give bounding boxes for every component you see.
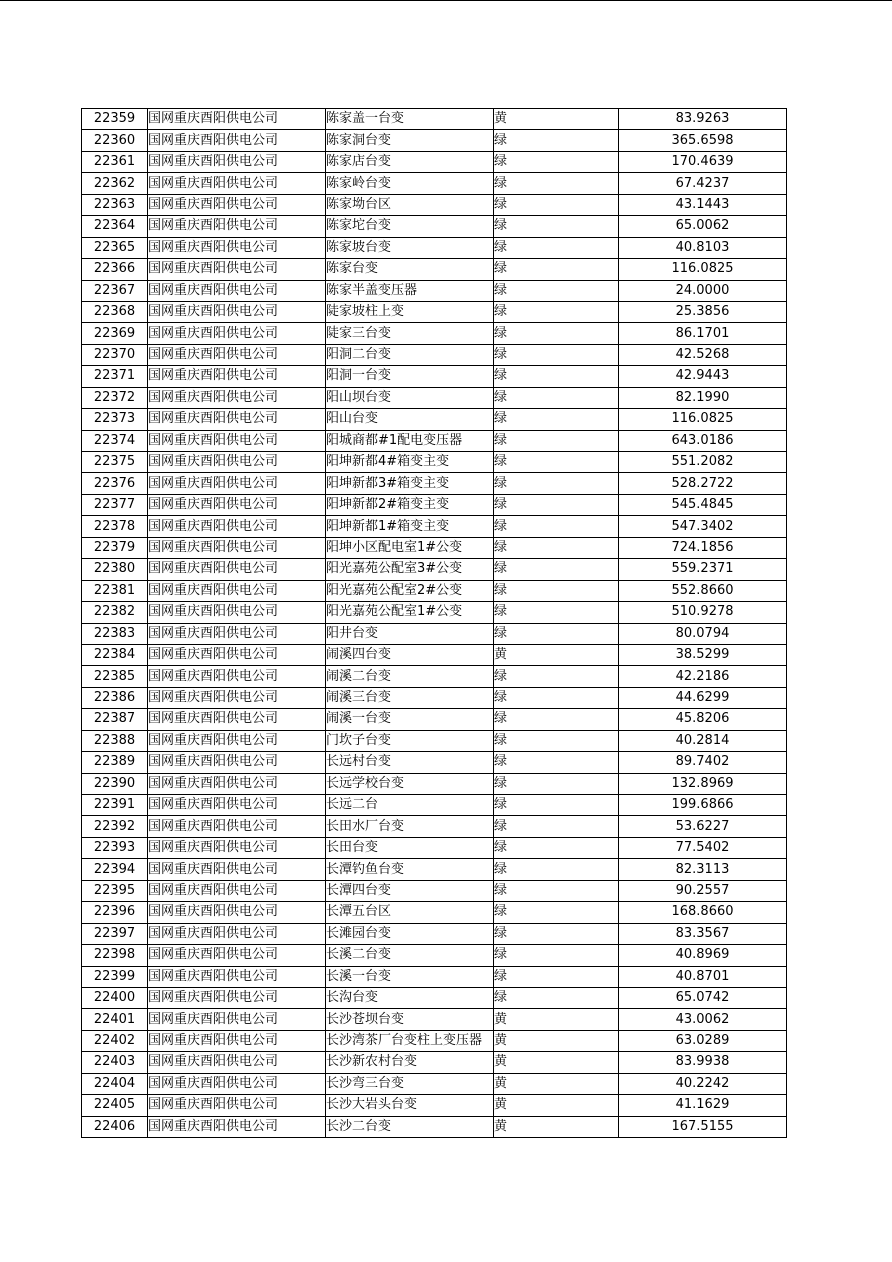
cell-value: 40.8701 xyxy=(619,966,787,987)
cell-company: 国网重庆酉阳供电公司 xyxy=(148,687,326,708)
table-row xyxy=(82,559,787,580)
cell-value: 89.7402 xyxy=(619,752,787,773)
cell-station-name: 陈家岭台变 xyxy=(326,173,494,194)
cell-status: 绿 xyxy=(494,366,619,387)
cell-value: 132.8969 xyxy=(619,773,787,794)
cell-id: 22402 xyxy=(82,1030,148,1051)
table-row xyxy=(82,280,787,301)
cell-value: 41.1629 xyxy=(619,1095,787,1116)
cell-status: 绿 xyxy=(494,473,619,494)
table-row xyxy=(82,644,787,665)
table-row xyxy=(82,730,787,751)
cell-id: 22367 xyxy=(82,280,148,301)
cell-company: 国网重庆酉阳供电公司 xyxy=(148,837,326,858)
cell-value: 24.0000 xyxy=(619,280,787,301)
cell-company: 国网重庆酉阳供电公司 xyxy=(148,923,326,944)
cell-value: 38.5299 xyxy=(619,644,787,665)
cell-company: 国网重庆酉阳供电公司 xyxy=(148,409,326,430)
cell-id: 22379 xyxy=(82,537,148,558)
cell-station-name: 阳光嘉苑公配室1#公变 xyxy=(326,602,494,623)
cell-value: 86.1701 xyxy=(619,323,787,344)
table-row xyxy=(82,880,787,901)
cell-station-name: 长潭五台区 xyxy=(326,902,494,923)
table-row xyxy=(82,452,787,473)
cell-status: 黄 xyxy=(494,1095,619,1116)
cell-station-name: 长沙弯三台变 xyxy=(326,1073,494,1094)
cell-station-name: 阳坤新都3#箱变主变 xyxy=(326,473,494,494)
cell-value: 545.4845 xyxy=(619,494,787,515)
cell-status: 绿 xyxy=(494,430,619,451)
cell-status: 绿 xyxy=(494,902,619,923)
table-row xyxy=(82,216,787,237)
cell-status: 黄 xyxy=(494,1030,619,1051)
cell-value: 42.9443 xyxy=(619,366,787,387)
cell-value: 40.8103 xyxy=(619,237,787,258)
cell-id: 22364 xyxy=(82,216,148,237)
cell-station-name: 闹溪一台变 xyxy=(326,709,494,730)
cell-value: 82.3113 xyxy=(619,859,787,880)
cell-station-name: 闹溪二台变 xyxy=(326,666,494,687)
table-row xyxy=(82,987,787,1008)
cell-status: 黄 xyxy=(494,644,619,665)
cell-value: 65.0062 xyxy=(619,216,787,237)
cell-id: 22391 xyxy=(82,795,148,816)
cell-company: 国网重庆酉阳供电公司 xyxy=(148,644,326,665)
table-row xyxy=(82,859,787,880)
cell-company: 国网重庆酉阳供电公司 xyxy=(148,323,326,344)
cell-id: 22372 xyxy=(82,387,148,408)
cell-company: 国网重庆酉阳供电公司 xyxy=(148,366,326,387)
cell-station-name: 陡家三台变 xyxy=(326,323,494,344)
cell-station-name: 长沙湾茶厂台变柱上变压器 xyxy=(326,1030,494,1051)
cell-company: 国网重庆酉阳供电公司 xyxy=(148,130,326,151)
table-row xyxy=(82,837,787,858)
cell-station-name: 陈家店台变 xyxy=(326,151,494,172)
cell-id: 22388 xyxy=(82,730,148,751)
cell-station-name: 闹溪四台变 xyxy=(326,644,494,665)
cell-station-name: 陈家半盖变压器 xyxy=(326,280,494,301)
cell-company: 国网重庆酉阳供电公司 xyxy=(148,109,326,130)
cell-id: 22386 xyxy=(82,687,148,708)
cell-status: 黄 xyxy=(494,1073,619,1094)
cell-company: 国网重庆酉阳供电公司 xyxy=(148,773,326,794)
cell-company: 国网重庆酉阳供电公司 xyxy=(148,1095,326,1116)
cell-value: 40.2814 xyxy=(619,730,787,751)
cell-station-name: 陈家坳台区 xyxy=(326,194,494,215)
cell-station-name: 长沟台变 xyxy=(326,987,494,1008)
cell-value: 167.5155 xyxy=(619,1116,787,1137)
cell-value: 40.8969 xyxy=(619,945,787,966)
table-row xyxy=(82,1073,787,1094)
cell-company: 国网重庆酉阳供电公司 xyxy=(148,987,326,1008)
cell-value: 43.1443 xyxy=(619,194,787,215)
cell-status: 绿 xyxy=(494,301,619,322)
cell-station-name: 阳坤新都4#箱变主变 xyxy=(326,452,494,473)
cell-id: 22398 xyxy=(82,945,148,966)
table-row xyxy=(82,344,787,365)
cell-status: 绿 xyxy=(494,966,619,987)
cell-company: 国网重庆酉阳供电公司 xyxy=(148,730,326,751)
cell-value: 547.3402 xyxy=(619,516,787,537)
cell-station-name: 阳山台变 xyxy=(326,409,494,430)
cell-station-name: 陡家坡柱上变 xyxy=(326,301,494,322)
table-row xyxy=(82,666,787,687)
cell-company: 国网重庆酉阳供电公司 xyxy=(148,709,326,730)
cell-id: 22366 xyxy=(82,259,148,280)
cell-company: 国网重庆酉阳供电公司 xyxy=(148,237,326,258)
cell-status: 绿 xyxy=(494,752,619,773)
cell-status: 绿 xyxy=(494,559,619,580)
cell-id: 22373 xyxy=(82,409,148,430)
cell-id: 22380 xyxy=(82,559,148,580)
table-row xyxy=(82,366,787,387)
cell-id: 22359 xyxy=(82,109,148,130)
cell-company: 国网重庆酉阳供电公司 xyxy=(148,602,326,623)
cell-id: 22399 xyxy=(82,966,148,987)
table-row xyxy=(82,409,787,430)
cell-id: 22392 xyxy=(82,816,148,837)
cell-company: 国网重庆酉阳供电公司 xyxy=(148,1009,326,1030)
cell-status: 绿 xyxy=(494,945,619,966)
cell-value: 45.8206 xyxy=(619,709,787,730)
cell-company: 国网重庆酉阳供电公司 xyxy=(148,966,326,987)
cell-station-name: 阳坤新都1#箱变主变 xyxy=(326,516,494,537)
cell-value: 83.3567 xyxy=(619,923,787,944)
cell-status: 绿 xyxy=(494,987,619,1008)
table-row xyxy=(82,923,787,944)
cell-status: 绿 xyxy=(494,602,619,623)
cell-status: 绿 xyxy=(494,323,619,344)
cell-value: 90.2557 xyxy=(619,880,787,901)
cell-id: 22378 xyxy=(82,516,148,537)
cell-company: 国网重庆酉阳供电公司 xyxy=(148,752,326,773)
cell-id: 22385 xyxy=(82,666,148,687)
cell-station-name: 陈家坨台变 xyxy=(326,216,494,237)
cell-status: 绿 xyxy=(494,516,619,537)
table-row xyxy=(82,430,787,451)
cell-status: 绿 xyxy=(494,280,619,301)
cell-value: 116.0825 xyxy=(619,259,787,280)
table-row xyxy=(82,709,787,730)
cell-company: 国网重庆酉阳供电公司 xyxy=(148,194,326,215)
cell-id: 22393 xyxy=(82,837,148,858)
cell-company: 国网重庆酉阳供电公司 xyxy=(148,280,326,301)
table-row xyxy=(82,945,787,966)
cell-station-name: 阳洞一台变 xyxy=(326,366,494,387)
cell-id: 22370 xyxy=(82,344,148,365)
cell-station-name: 陈家台变 xyxy=(326,259,494,280)
table-row xyxy=(82,323,787,344)
cell-status: 绿 xyxy=(494,580,619,601)
cell-id: 22397 xyxy=(82,923,148,944)
cell-station-name: 长远村台变 xyxy=(326,752,494,773)
cell-station-name: 阳坤小区配电室1#公变 xyxy=(326,537,494,558)
cell-company: 国网重庆酉阳供电公司 xyxy=(148,259,326,280)
cell-station-name: 长田水厂台变 xyxy=(326,816,494,837)
cell-status: 绿 xyxy=(494,859,619,880)
cell-company: 国网重庆酉阳供电公司 xyxy=(148,902,326,923)
cell-company: 国网重庆酉阳供电公司 xyxy=(148,387,326,408)
cell-value: 83.9938 xyxy=(619,1052,787,1073)
table-row xyxy=(82,966,787,987)
table-row xyxy=(82,1116,787,1137)
table-row xyxy=(82,537,787,558)
cell-company: 国网重庆酉阳供电公司 xyxy=(148,452,326,473)
table-row xyxy=(82,259,787,280)
table-row xyxy=(82,151,787,172)
cell-status: 绿 xyxy=(494,344,619,365)
cell-value: 116.0825 xyxy=(619,409,787,430)
table-row xyxy=(82,752,787,773)
cell-value: 77.5402 xyxy=(619,837,787,858)
table-row xyxy=(82,902,787,923)
cell-id: 22383 xyxy=(82,623,148,644)
cell-station-name: 长溪二台变 xyxy=(326,945,494,966)
cell-status: 绿 xyxy=(494,816,619,837)
table-row xyxy=(82,516,787,537)
cell-id: 22377 xyxy=(82,494,148,515)
cell-station-name: 阳坤新都2#箱变主变 xyxy=(326,494,494,515)
cell-id: 22382 xyxy=(82,602,148,623)
table-row xyxy=(82,173,787,194)
cell-value: 44.6299 xyxy=(619,687,787,708)
cell-station-name: 长远二台 xyxy=(326,795,494,816)
cell-value: 199.6866 xyxy=(619,795,787,816)
cell-station-name: 长潭钓鱼台变 xyxy=(326,859,494,880)
cell-status: 绿 xyxy=(494,151,619,172)
cell-value: 40.2242 xyxy=(619,1073,787,1094)
cell-id: 22394 xyxy=(82,859,148,880)
cell-company: 国网重庆酉阳供电公司 xyxy=(148,666,326,687)
cell-station-name: 阳山坝台变 xyxy=(326,387,494,408)
table-row xyxy=(82,1052,787,1073)
cell-company: 国网重庆酉阳供电公司 xyxy=(148,344,326,365)
cell-company: 国网重庆酉阳供电公司 xyxy=(148,151,326,172)
cell-id: 22375 xyxy=(82,452,148,473)
cell-id: 22401 xyxy=(82,1009,148,1030)
cell-value: 82.1990 xyxy=(619,387,787,408)
cell-company: 国网重庆酉阳供电公司 xyxy=(148,623,326,644)
cell-id: 22381 xyxy=(82,580,148,601)
cell-status: 绿 xyxy=(494,773,619,794)
cell-station-name: 阳洞二台变 xyxy=(326,344,494,365)
cell-id: 22400 xyxy=(82,987,148,1008)
cell-value: 510.9278 xyxy=(619,602,787,623)
cell-value: 552.8660 xyxy=(619,580,787,601)
cell-id: 22374 xyxy=(82,430,148,451)
cell-value: 67.4237 xyxy=(619,173,787,194)
cell-status: 绿 xyxy=(494,130,619,151)
cell-company: 国网重庆酉阳供电公司 xyxy=(148,494,326,515)
cell-company: 国网重庆酉阳供电公司 xyxy=(148,816,326,837)
table-row xyxy=(82,623,787,644)
cell-status: 绿 xyxy=(494,452,619,473)
cell-station-name: 陈家坡台变 xyxy=(326,237,494,258)
cell-status: 黄 xyxy=(494,1009,619,1030)
cell-id: 22363 xyxy=(82,194,148,215)
cell-value: 83.9263 xyxy=(619,109,787,130)
cell-company: 国网重庆酉阳供电公司 xyxy=(148,559,326,580)
table-row xyxy=(82,773,787,794)
cell-station-name: 阳城商都#1配电变压器 xyxy=(326,430,494,451)
cell-status: 黄 xyxy=(494,109,619,130)
cell-id: 22395 xyxy=(82,880,148,901)
cell-id: 22371 xyxy=(82,366,148,387)
cell-value: 42.2186 xyxy=(619,666,787,687)
cell-station-name: 阳光嘉苑公配室3#公变 xyxy=(326,559,494,580)
cell-value: 65.0742 xyxy=(619,987,787,1008)
cell-company: 国网重庆酉阳供电公司 xyxy=(148,216,326,237)
cell-company: 国网重庆酉阳供电公司 xyxy=(148,516,326,537)
table-row xyxy=(82,816,787,837)
cell-status: 绿 xyxy=(494,623,619,644)
table-row xyxy=(82,194,787,215)
cell-company: 国网重庆酉阳供电公司 xyxy=(148,1073,326,1094)
cell-company: 国网重庆酉阳供电公司 xyxy=(148,430,326,451)
cell-id: 22390 xyxy=(82,773,148,794)
cell-id: 22360 xyxy=(82,130,148,151)
cell-value: 53.6227 xyxy=(619,816,787,837)
cell-value: 42.5268 xyxy=(619,344,787,365)
cell-id: 22406 xyxy=(82,1116,148,1137)
cell-status: 绿 xyxy=(494,687,619,708)
table-row xyxy=(82,387,787,408)
cell-id: 22389 xyxy=(82,752,148,773)
cell-status: 绿 xyxy=(494,494,619,515)
cell-company: 国网重庆酉阳供电公司 xyxy=(148,795,326,816)
cell-status: 绿 xyxy=(494,837,619,858)
cell-value: 643.0186 xyxy=(619,430,787,451)
table-row xyxy=(82,580,787,601)
cell-status: 绿 xyxy=(494,409,619,430)
cell-value: 43.0062 xyxy=(619,1009,787,1030)
cell-value: 170.4639 xyxy=(619,151,787,172)
table-body xyxy=(82,109,787,1138)
cell-company: 国网重庆酉阳供电公司 xyxy=(148,880,326,901)
cell-company: 国网重庆酉阳供电公司 xyxy=(148,859,326,880)
cell-value: 168.8660 xyxy=(619,902,787,923)
table-row xyxy=(82,301,787,322)
cell-station-name: 陈家洞台变 xyxy=(326,130,494,151)
cell-station-name: 闹溪三台变 xyxy=(326,687,494,708)
cell-id: 22384 xyxy=(82,644,148,665)
cell-status: 绿 xyxy=(494,537,619,558)
cell-value: 365.6598 xyxy=(619,130,787,151)
cell-status: 绿 xyxy=(494,237,619,258)
table-row xyxy=(82,1009,787,1030)
cell-id: 22368 xyxy=(82,301,148,322)
cell-status: 绿 xyxy=(494,387,619,408)
cell-value: 63.0289 xyxy=(619,1030,787,1051)
cell-value: 25.3856 xyxy=(619,301,787,322)
cell-value: 724.1856 xyxy=(619,537,787,558)
cell-station-name: 长潭四台变 xyxy=(326,880,494,901)
cell-status: 绿 xyxy=(494,666,619,687)
cell-station-name: 门坎子台变 xyxy=(326,730,494,751)
cell-status: 绿 xyxy=(494,216,619,237)
cell-status: 绿 xyxy=(494,259,619,280)
cell-value: 551.2082 xyxy=(619,452,787,473)
cell-status: 绿 xyxy=(494,730,619,751)
cell-company: 国网重庆酉阳供电公司 xyxy=(148,1030,326,1051)
cell-station-name: 长沙新农村台变 xyxy=(326,1052,494,1073)
cell-station-name: 长溪一台变 xyxy=(326,966,494,987)
transformer-table xyxy=(81,108,787,1138)
cell-id: 22365 xyxy=(82,237,148,258)
cell-company: 国网重庆酉阳供电公司 xyxy=(148,473,326,494)
cell-id: 22362 xyxy=(82,173,148,194)
table-row xyxy=(82,795,787,816)
cell-station-name: 长远学校台变 xyxy=(326,773,494,794)
cell-station-name: 长沙苍坝台变 xyxy=(326,1009,494,1030)
table-row xyxy=(82,602,787,623)
table-row xyxy=(82,1030,787,1051)
cell-status: 绿 xyxy=(494,173,619,194)
cell-id: 22403 xyxy=(82,1052,148,1073)
cell-status: 绿 xyxy=(494,880,619,901)
cell-status: 绿 xyxy=(494,709,619,730)
cell-id: 22361 xyxy=(82,151,148,172)
cell-id: 22396 xyxy=(82,902,148,923)
cell-company: 国网重庆酉阳供电公司 xyxy=(148,945,326,966)
cell-id: 22376 xyxy=(82,473,148,494)
cell-station-name: 陈家盖一台变 xyxy=(326,109,494,130)
cell-id: 22369 xyxy=(82,323,148,344)
cell-status: 绿 xyxy=(494,194,619,215)
cell-status: 绿 xyxy=(494,795,619,816)
cell-company: 国网重庆酉阳供电公司 xyxy=(148,537,326,558)
cell-value: 559.2371 xyxy=(619,559,787,580)
cell-station-name: 阳井台变 xyxy=(326,623,494,644)
cell-station-name: 阳光嘉苑公配室2#公变 xyxy=(326,580,494,601)
table-row xyxy=(82,687,787,708)
cell-station-name: 长田台变 xyxy=(326,837,494,858)
cell-company: 国网重庆酉阳供电公司 xyxy=(148,1116,326,1137)
cell-company: 国网重庆酉阳供电公司 xyxy=(148,580,326,601)
cell-value: 80.0794 xyxy=(619,623,787,644)
table-row xyxy=(82,237,787,258)
cell-id: 22387 xyxy=(82,709,148,730)
cell-company: 国网重庆酉阳供电公司 xyxy=(148,173,326,194)
cell-company: 国网重庆酉阳供电公司 xyxy=(148,1052,326,1073)
cell-status: 黄 xyxy=(494,1116,619,1137)
cell-id: 22405 xyxy=(82,1095,148,1116)
cell-company: 国网重庆酉阳供电公司 xyxy=(148,301,326,322)
cell-station-name: 长沙二台变 xyxy=(326,1116,494,1137)
cell-status: 黄 xyxy=(494,1052,619,1073)
cell-station-name: 长沙大岩头台变 xyxy=(326,1095,494,1116)
table-row xyxy=(82,1095,787,1116)
cell-id: 22404 xyxy=(82,1073,148,1094)
cell-station-name: 长滩园台变 xyxy=(326,923,494,944)
page-top-border xyxy=(0,0,892,1)
table-row xyxy=(82,473,787,494)
table-row xyxy=(82,109,787,130)
cell-status: 绿 xyxy=(494,923,619,944)
table-row xyxy=(82,494,787,515)
cell-value: 528.2722 xyxy=(619,473,787,494)
table-row xyxy=(82,130,787,151)
